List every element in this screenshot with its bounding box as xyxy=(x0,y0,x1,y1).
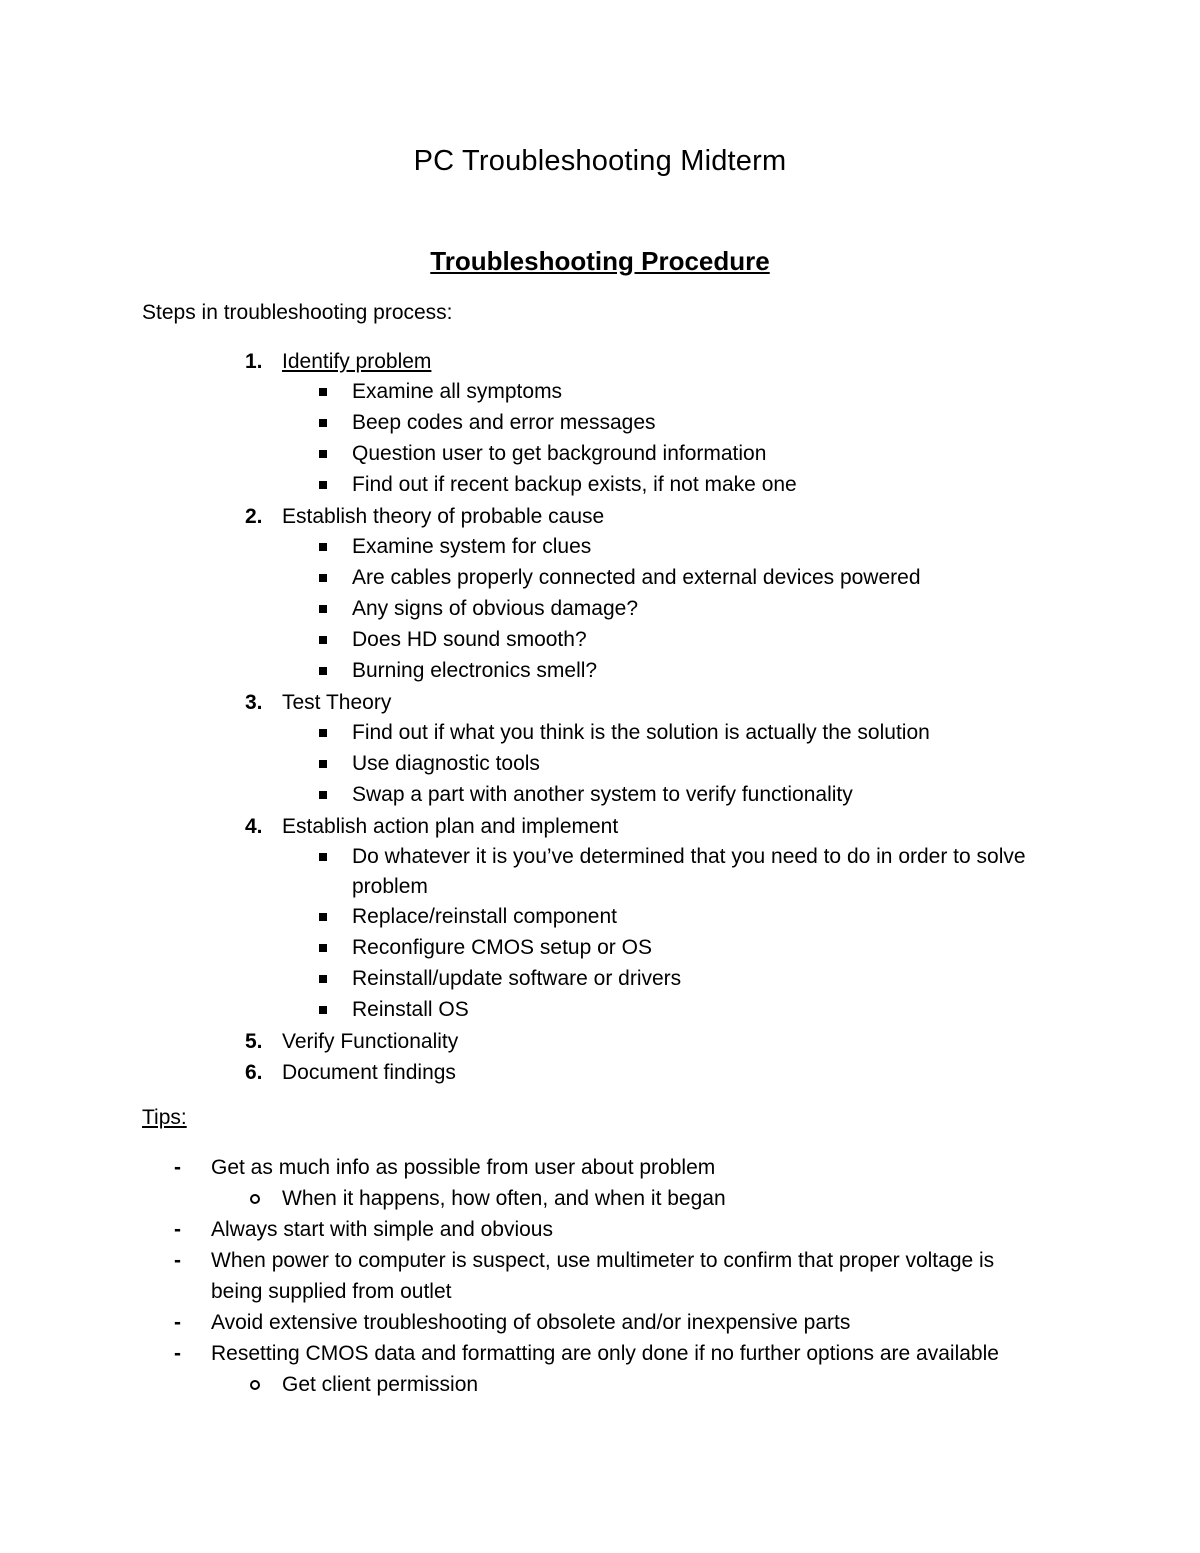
subitem-text: Reinstall/update software or drivers xyxy=(352,967,682,990)
tips-list xyxy=(0,1152,1200,1400)
subitem-text: Find out if recent backup exists, if not make one xyxy=(352,473,797,496)
square-bullet-icon xyxy=(319,760,327,768)
dash-bullet: - xyxy=(174,1249,181,1272)
step-subitem xyxy=(0,995,1200,1026)
tip-text: When power to computer is suspect, use multimeter to confirm that proper voltage is being supplied from outlet xyxy=(211,1249,995,1303)
dash-bullet: - xyxy=(174,1218,181,1241)
intro-text: Steps in troubleshooting process: xyxy=(142,301,453,324)
tip-item xyxy=(0,1338,1200,1369)
step-item xyxy=(0,811,1200,842)
square-bullet-icon xyxy=(319,419,327,427)
square-bullet-icon xyxy=(319,729,327,737)
subitem-text: Reconfigure CMOS setup or OS xyxy=(352,936,652,959)
step-subitem xyxy=(0,718,1200,749)
step-subitem xyxy=(0,625,1200,656)
square-bullet-icon xyxy=(319,636,327,644)
square-bullet-icon xyxy=(319,605,327,613)
subtip-text: When it happens, how often, and when it began xyxy=(282,1187,726,1210)
step-item xyxy=(0,501,1200,532)
tip-subitem xyxy=(0,1183,1200,1214)
subitem-text: Swap a part with another system to verify functionality xyxy=(352,783,853,806)
step-subitem xyxy=(0,656,1200,687)
step-number: 1. xyxy=(245,350,263,373)
subitem-text: Use diagnostic tools xyxy=(352,752,540,775)
step-subitem xyxy=(0,470,1200,501)
section-heading: Troubleshooting Procedure xyxy=(430,246,770,276)
subitem-text: Do whatever it is you’ve determined that you need to do in order to solve problem xyxy=(352,845,1026,898)
step-subitem xyxy=(0,532,1200,563)
tip-text: Avoid extensive troubleshooting of obsolete and/or inexpensive parts xyxy=(211,1311,851,1334)
subitem-text: Examine all symptoms xyxy=(352,380,563,403)
dash-bullet: - xyxy=(174,1311,181,1334)
step-subitem xyxy=(0,563,1200,594)
square-bullet-icon xyxy=(319,481,327,489)
step-number: 3. xyxy=(245,691,263,714)
step-subitem xyxy=(0,842,1200,902)
step-label: Establish action plan and implement xyxy=(282,815,619,838)
step-subitem xyxy=(0,749,1200,780)
document-title: PC Troubleshooting Midterm xyxy=(413,145,787,177)
step-subitem xyxy=(0,902,1200,933)
step-label: Identify problem xyxy=(282,350,432,373)
tip-item xyxy=(0,1214,1200,1245)
square-bullet-icon xyxy=(319,450,327,458)
subitem-text: Reinstall OS xyxy=(352,998,469,1021)
steps-list xyxy=(0,346,1200,1088)
step-item xyxy=(0,687,1200,718)
dash-bullet: - xyxy=(174,1342,181,1365)
square-bullet-icon xyxy=(319,791,327,799)
square-bullet-icon xyxy=(319,574,327,582)
step-number: 5. xyxy=(245,1030,263,1053)
step-subitem xyxy=(0,964,1200,995)
square-bullet-icon xyxy=(319,853,327,861)
circle-bullet-icon xyxy=(250,1380,260,1390)
square-bullet-icon xyxy=(319,388,327,396)
square-bullet-icon xyxy=(319,1006,327,1014)
square-bullet-icon xyxy=(319,944,327,952)
subtip-text: Get client permission xyxy=(282,1373,479,1396)
tips-heading: Tips: xyxy=(142,1106,187,1129)
tip-subitem xyxy=(0,1369,1200,1400)
step-subitem xyxy=(0,377,1200,408)
subitem-text: Does HD sound smooth? xyxy=(352,628,587,651)
tip-item xyxy=(0,1152,1200,1183)
tip-text: Resetting CMOS data and formatting are only done if no further options are available xyxy=(211,1342,999,1365)
step-label: Test Theory xyxy=(282,691,392,714)
circle-bullet-icon xyxy=(250,1194,260,1204)
step-subitem xyxy=(0,594,1200,625)
step-subitem xyxy=(0,439,1200,470)
subitem-text: Find out if what you think is the solution is actually the solution xyxy=(352,721,930,744)
subitem-text: Replace/reinstall component xyxy=(352,905,617,928)
step-label: Document findings xyxy=(282,1061,456,1084)
subitem-text: Examine system for clues xyxy=(352,535,592,558)
subitem-text: Any signs of obvious damage? xyxy=(352,597,639,620)
square-bullet-icon xyxy=(319,667,327,675)
step-number: 6. xyxy=(245,1061,263,1084)
step-subitem xyxy=(0,780,1200,811)
step-label: Verify Functionality xyxy=(282,1030,459,1053)
square-bullet-icon xyxy=(319,975,327,983)
tip-text: Get as much info as possible from user about problem xyxy=(211,1156,716,1179)
square-bullet-icon xyxy=(319,543,327,551)
tip-text: Always start with simple and obvious xyxy=(211,1218,553,1241)
tip-item xyxy=(0,1307,1200,1338)
step-subitem xyxy=(0,933,1200,964)
step-item xyxy=(0,346,1200,377)
step-number: 4. xyxy=(245,815,263,838)
step-number: 2. xyxy=(245,505,263,528)
subitem-text: Are cables properly connected and external devices powered xyxy=(352,566,921,589)
step-subitem xyxy=(0,408,1200,439)
step-item xyxy=(0,1026,1200,1057)
subitem-text: Question user to get background information xyxy=(352,442,767,465)
tip-item xyxy=(0,1245,1200,1307)
step-item xyxy=(0,1057,1200,1088)
subitem-text: Burning electronics smell? xyxy=(352,659,598,682)
subitem-text: Beep codes and error messages xyxy=(352,411,656,434)
square-bullet-icon xyxy=(319,913,327,921)
step-label: Establish theory of probable cause xyxy=(282,505,605,528)
dash-bullet: - xyxy=(174,1156,181,1179)
